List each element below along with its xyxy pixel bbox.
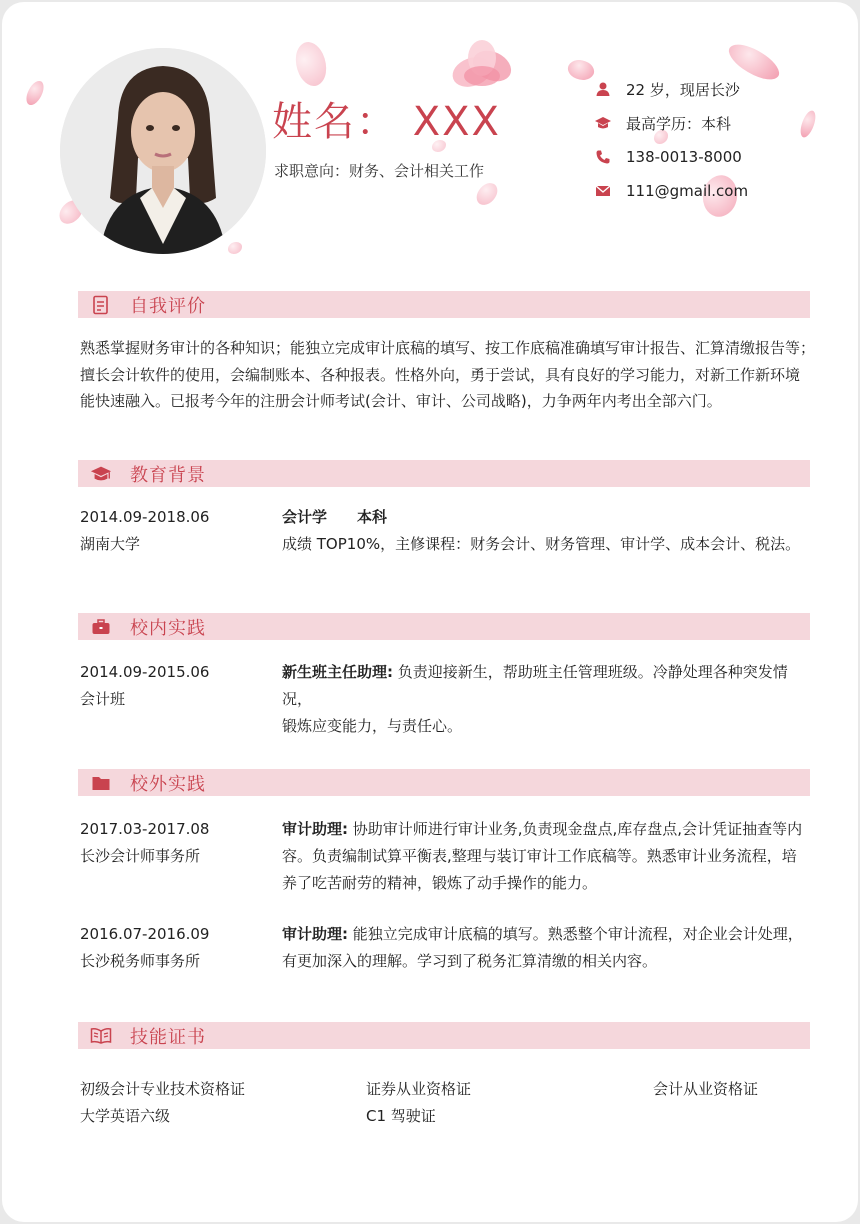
document-icon bbox=[90, 294, 112, 316]
campus-entry-left bbox=[80, 659, 209, 713]
job-intention: 求职意向：财务、会计相关工作 bbox=[274, 162, 485, 180]
email-link[interactable]: 111@gmail.com bbox=[626, 182, 749, 200]
major: 会计学 bbox=[282, 508, 328, 526]
self-eval-line: 熟悉掌握财务审计的各种知识；能独立完成审计底稿的填写、按工作底稿准确填写审计报告、汇算清缴报告等； bbox=[80, 339, 816, 357]
education-entry-left bbox=[80, 504, 209, 558]
section-title: 技能证书 bbox=[130, 1026, 206, 1048]
outside-desc-line: 养了吃苦耐劳的精神，锻炼了动手操作的能力。 bbox=[282, 874, 598, 892]
self-eval-line: 能快速融入。已报考今年的注册会计师考试(会计、审计、公司战略)，力争两年内考出全部六门。 bbox=[80, 392, 722, 410]
contact-info bbox=[594, 72, 748, 208]
campus-desc-line bbox=[282, 659, 812, 713]
petal-decoration bbox=[474, 179, 500, 208]
outside-entry-right bbox=[282, 921, 812, 975]
certificate-item: 初级会计专业技术资格证 bbox=[80, 1080, 246, 1098]
outside-period: 2016.07-2016.09 bbox=[80, 925, 210, 943]
education-text: 最高学历：本科 bbox=[626, 114, 732, 133]
campus-entry-right bbox=[282, 659, 812, 740]
outside-desc-line: 有更加深入的理解。学习到了税务汇算清缴的相关内容。 bbox=[282, 952, 658, 970]
education-major-row bbox=[282, 504, 812, 531]
graduation-cap-icon bbox=[90, 463, 112, 485]
outside-desc-line bbox=[282, 921, 812, 948]
outside-desc-text: 能独立完成审计底稿的填写。熟悉整个审计流程，对企业会计处理， bbox=[348, 925, 803, 943]
campus-org: 会计班 bbox=[80, 690, 126, 708]
section-header-outside bbox=[78, 769, 810, 796]
outside-desc-line: 容。负责编制试算平衡表,整理与装订审计工作底稿等。熟悉审计业务流程，培 bbox=[282, 847, 797, 865]
education-detail: 成绩 TOP10%，主修课程：财务会计、财务管理、审计学、成本会计、税法。 bbox=[282, 535, 801, 553]
contact-email bbox=[594, 174, 748, 208]
certificate-item: 证券从业资格证 bbox=[366, 1080, 472, 1098]
petal-decoration bbox=[565, 55, 598, 85]
degree: 本科 bbox=[357, 508, 388, 526]
contact-education bbox=[594, 106, 748, 140]
outside-entry-left bbox=[80, 921, 209, 975]
graduation-cap-icon bbox=[594, 114, 612, 132]
campus-desc-line: 锻炼应变能力，与责任心。 bbox=[282, 717, 463, 735]
candidate-name: 姓名： XXX bbox=[272, 99, 501, 145]
mail-icon bbox=[594, 182, 612, 200]
petal-decoration bbox=[228, 242, 242, 254]
phone-link[interactable]: 138-0013-8000 bbox=[626, 148, 742, 166]
certificate-item: 会计从业资格证 bbox=[653, 1080, 759, 1098]
petal-decoration bbox=[24, 78, 46, 107]
outside-org: 长沙税务师事务所 bbox=[80, 952, 201, 970]
folder-icon bbox=[90, 772, 112, 794]
outside-role: 审计助理: bbox=[282, 925, 348, 943]
section-title: 校内实践 bbox=[130, 617, 206, 639]
petal-decoration bbox=[288, 38, 334, 91]
section-header-self-eval bbox=[78, 291, 810, 318]
section-title: 校外实践 bbox=[130, 773, 206, 795]
contact-phone bbox=[594, 140, 748, 174]
campus-role: 新生班主任助理: bbox=[282, 663, 393, 681]
phone-icon bbox=[594, 148, 612, 166]
outside-entry-left bbox=[80, 816, 209, 870]
campus-desc-text: 负责迎接新生，帮助班主任管理班级。冷静处理各种突发情况， bbox=[282, 663, 788, 708]
portrait-image bbox=[60, 48, 266, 254]
section-title: 教育背景 bbox=[130, 464, 206, 486]
certificate-item: 大学英语六级 bbox=[80, 1107, 171, 1125]
section-title: 自我评价 bbox=[130, 295, 206, 317]
resume-page bbox=[2, 2, 858, 1222]
outside-desc-text: 协助审计师进行审计业务,负责现金盘点,库存盘点,会计凭证抽查等内 bbox=[348, 820, 803, 838]
outside-desc-line bbox=[282, 816, 812, 843]
section-header-skills bbox=[78, 1022, 810, 1049]
school-name: 湖南大学 bbox=[80, 535, 141, 553]
campus-period: 2014.09-2015.06 bbox=[80, 663, 210, 681]
age-city-text: 22 岁，现居长沙 bbox=[626, 80, 740, 99]
education-period: 2014.09-2018.06 bbox=[80, 508, 210, 526]
section-header-campus bbox=[78, 613, 810, 640]
person-icon bbox=[594, 80, 612, 98]
briefcase-icon bbox=[90, 616, 112, 638]
self-eval-text bbox=[80, 335, 816, 415]
book-icon bbox=[90, 1025, 112, 1047]
contact-age-city bbox=[594, 72, 748, 106]
section-header-education bbox=[78, 460, 810, 487]
avatar bbox=[60, 48, 266, 254]
flower-decoration bbox=[442, 36, 522, 96]
outside-role: 审计助理: bbox=[282, 820, 348, 838]
certificate-item: C1 驾驶证 bbox=[366, 1107, 436, 1125]
outside-org: 长沙会计师事务所 bbox=[80, 847, 201, 865]
education-entry-right bbox=[282, 504, 812, 558]
self-eval-line: 擅长会计软件的使用，会编制账本、各种报表。性格外向，勇于尝试，具有良好的学习能力，对新工作新环境 bbox=[80, 365, 801, 384]
outside-entry-right bbox=[282, 816, 812, 897]
outside-period: 2017.03-2017.08 bbox=[80, 820, 210, 838]
petal-decoration bbox=[799, 109, 818, 139]
